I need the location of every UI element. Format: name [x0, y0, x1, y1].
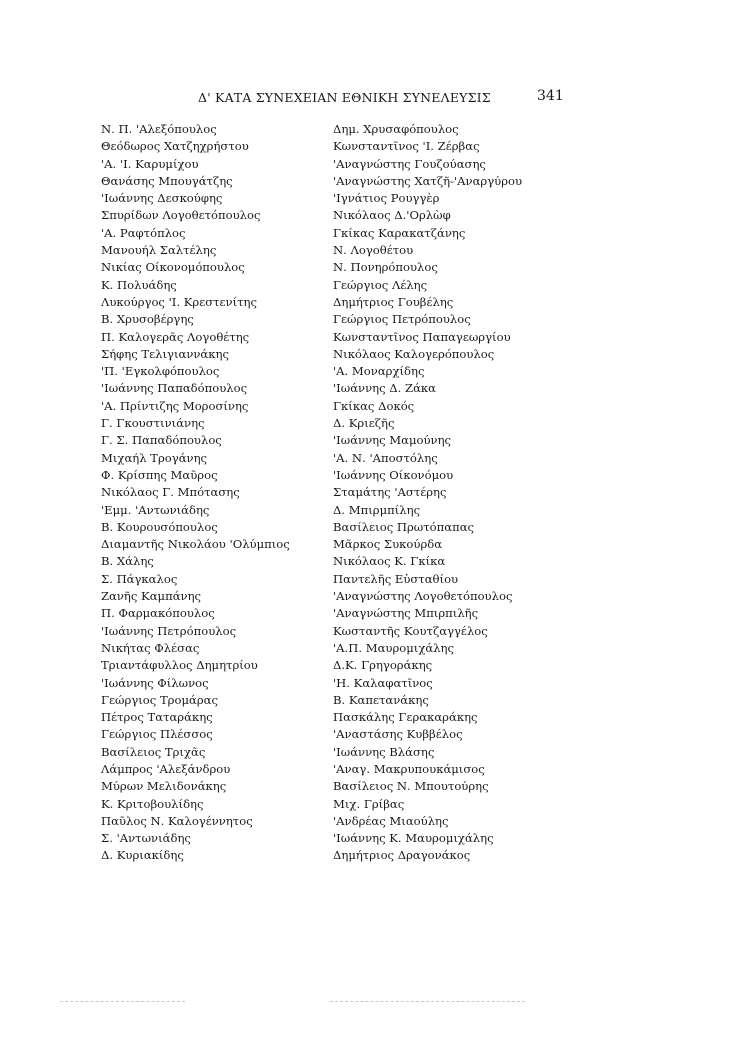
signatory-name: Σ. Πάγκαλος: [101, 571, 178, 586]
signatory-name: 'Αναγ. Μακρυπουκάμισος: [333, 761, 485, 776]
signatory-name: 'Ιωάννης Παπαδόπουλος: [101, 381, 248, 396]
signatory-name: Νικόλαος Δ.'Ορλὼφ: [333, 208, 451, 223]
signatory-name: Μᾶρκος Συκούρδα: [333, 537, 443, 552]
signatory-name: Ν. Λογοθέτου: [333, 243, 414, 258]
signatory-name: 'Ανδρέας Μιαούλης: [333, 813, 449, 828]
signatory-name: 'Ιωάννης Φίλωνος: [101, 675, 209, 690]
signatory-name: Β. Καπετανάκης: [333, 692, 429, 707]
signatories-right-column: [333, 121, 522, 865]
signatory-name: 'Α.Π. Μαυρομιχάλης: [333, 640, 454, 655]
signatory-name: 'Ιωάννης Βλάσης: [333, 744, 435, 759]
signatory-name: 'Η. Καλαφατῖνος: [333, 675, 433, 690]
signatory-name: Β. Χρυσοβέργης: [101, 312, 194, 327]
signatory-name: 'Ιωάννης Οίκονόμου: [333, 467, 454, 482]
signatory-name: Θανάσης Μπουγάτζης: [101, 173, 233, 188]
signatory-name: Σ. 'Αντωνιάδης: [101, 831, 191, 846]
signatory-name: 'Α. Πρίντιζης Μοροσίνης: [101, 398, 249, 413]
signatory-name: Πέτρος Ταταράκης: [101, 710, 213, 725]
signatory-name: Λάμπρος 'Αλεξάνδρου: [101, 761, 231, 776]
signatory-name: Κωνσταντῖνος Παπαγεωργίου: [333, 329, 511, 344]
signatory-name: Νικίας Οίκονομόπουλος: [101, 260, 245, 275]
signatory-name: Λυκούργος 'Ι. Κρεστενίτης: [101, 294, 258, 309]
signatory-name: Κ. Κριτοβουλίδης: [101, 796, 204, 811]
signatory-name: Γεώργιος Πλέσσος: [101, 727, 213, 742]
signatory-name: Βασίλειος Τριχᾶς: [101, 744, 206, 759]
signatory-name: Παντελῆς Εὐσταθίου: [333, 571, 459, 586]
signatory-name: Δ. Μπιρμπίλης: [333, 502, 421, 517]
signatory-name: Γ. Σ. Παπαδόπουλος: [101, 433, 222, 448]
signatory-name: 'Αναγνώστης Χατζῆ-'Αναργύρου: [333, 173, 523, 188]
signatory-name: Φ. Κρίσπης Μαῦρος: [101, 467, 218, 482]
scan-edge-mark: [330, 1001, 525, 1003]
signatory-name: Νικήτας Φλέσας: [101, 640, 200, 655]
signatory-name: 'Αναγνώστης Μπιρπιλῆς: [333, 606, 479, 621]
signatory-name: 'Ιγνάτιος Ρουγγὲρ: [333, 191, 440, 206]
signatory-name: Διαμαντῆς Νικολάου 'Ολύμπιος: [101, 537, 290, 552]
signatory-name: Μιχ. Γρίβας: [333, 796, 405, 811]
signatory-name: 'Π. 'Εγκολφόπουλος: [101, 364, 220, 379]
signatory-name: Δημήτριος Γουβέλης: [333, 294, 454, 309]
signatory-name: Δ. Κυριακίδης: [101, 848, 184, 863]
signatory-name: Β. Κουρουσόπουλος: [101, 519, 218, 534]
signatory-name: Δημ. Χρυσαφόπουλος: [333, 122, 459, 136]
signatory-name: Θεόδωρος Χατζηχρήστου: [101, 139, 249, 154]
signatory-name: Βασίλειος Πρωτόπαπας: [333, 519, 475, 534]
signatory-name: Νικόλαος Καλογερόπουλος: [333, 346, 495, 361]
signatory-name: Π. Φαρμακόπουλος: [101, 606, 215, 621]
signatory-name: Νικόλαος Γ. Μπότασης: [101, 485, 240, 500]
signatory-name: Δ. Κριεζῆς: [333, 416, 395, 431]
signatory-name: 'Α. Μοναρχίδης: [333, 364, 425, 379]
signatory-name: 'Εμμ. 'Αντωνιάδης: [101, 502, 210, 517]
running-title: Δ' ΚΑΤΑ ΣΥΝΕΧΕΙΑΝ ΕΘΝΙΚΗ ΣΥΝΕΛΕΥΣΙΣ: [198, 90, 491, 105]
signatory-name: 'Ιωάννης Πετρόπουλος: [101, 623, 237, 638]
signatory-name: Γκίκας Δοκός: [333, 398, 415, 413]
signatory-name: Σπυρίδων Λογοθετόπουλος: [101, 208, 261, 223]
signatory-name: Παῦλος Ν. Καλογέννητος: [101, 813, 253, 828]
signatory-name: Σταμάτης 'Αστέρης: [333, 485, 447, 500]
signatory-name: 'Ιωάννης Δ. Ζάκα: [333, 381, 436, 396]
signatory-name: Γεώργιος Πετρόπουλος: [333, 312, 471, 327]
signatory-name: Μιχαήλ Τρογάνης: [101, 450, 208, 465]
signatory-name: Νικόλαος Κ. Γκίκα: [333, 554, 446, 569]
signatory-name: Γεώργιος Τρομάρας: [101, 692, 218, 707]
signatory-name: 'Ιωάννης Μαμούνης: [333, 433, 452, 448]
signatory-name: 'Α. 'Ι. Καρυμίχου: [101, 156, 199, 171]
signatory-name: 'Αναγνώστης Γουζούασης: [333, 156, 486, 171]
signatory-name: 'Αναγνώστης Λογοθετόπουλος: [333, 589, 513, 604]
signatory-name: 'Α. Ραφτόπλος: [101, 225, 186, 240]
signatory-name: Κ. Πολυάδης: [101, 277, 177, 292]
signatory-name: Γεώργιος Λέλης: [333, 277, 428, 292]
signatory-name: 'Αναστάσης Κυββέλος: [333, 727, 463, 742]
signatory-name: Β. Χάλης: [101, 554, 154, 569]
signatory-name: Ν. Πονηρόπουλος: [333, 260, 438, 275]
scan-edge-mark: [60, 1001, 185, 1003]
signatory-name: Ν. Π. 'Αλεξόπουλος: [101, 122, 217, 136]
signatory-name: Γ. Γκουστινιάνης: [101, 416, 205, 431]
signatory-name: 'Ιωάννης Δεσκούφης: [101, 191, 223, 206]
signatory-name: Μύρων Μελιδονάκης: [101, 779, 227, 794]
signatory-name: Δημήτριος Δραγονάκος: [333, 848, 471, 863]
signatory-name: 'Ιωάννης Κ. Μαυρομιχάλης: [333, 831, 494, 846]
signatory-name: Τριαντάφυλλος Δημητρίου: [101, 658, 258, 673]
signatory-name: Μανουήλ Σαλτέλης: [101, 243, 217, 258]
signatory-name: Ζανῆς Καμπάνης: [101, 589, 202, 604]
signatory-name: Π. Καλογερᾶς Λογοθέτης: [101, 329, 250, 344]
page-number: 341: [537, 88, 564, 104]
signatory-name: Κωσταντῆς Κουτζαγγέλος: [333, 623, 488, 638]
signatory-name: Σήφης Τελιγιαννάκης: [101, 346, 229, 361]
signatory-name: 'Α. Ν. 'Αποστόλης: [333, 450, 438, 465]
signatories-left-column: [101, 121, 290, 865]
signatory-name: Γκίκας Καρακατζάνης: [333, 225, 466, 240]
signatory-name: Δ.Κ. Γρηγοράκης: [333, 658, 433, 673]
signatory-name: Πασκάλης Γερακαράκης: [333, 710, 478, 725]
signatory-name: Βασίλειος Ν. Μπουτούρης: [333, 779, 489, 794]
signatory-name: Κωνσταντῖνος 'Ι. Ζέρβας: [333, 139, 480, 154]
